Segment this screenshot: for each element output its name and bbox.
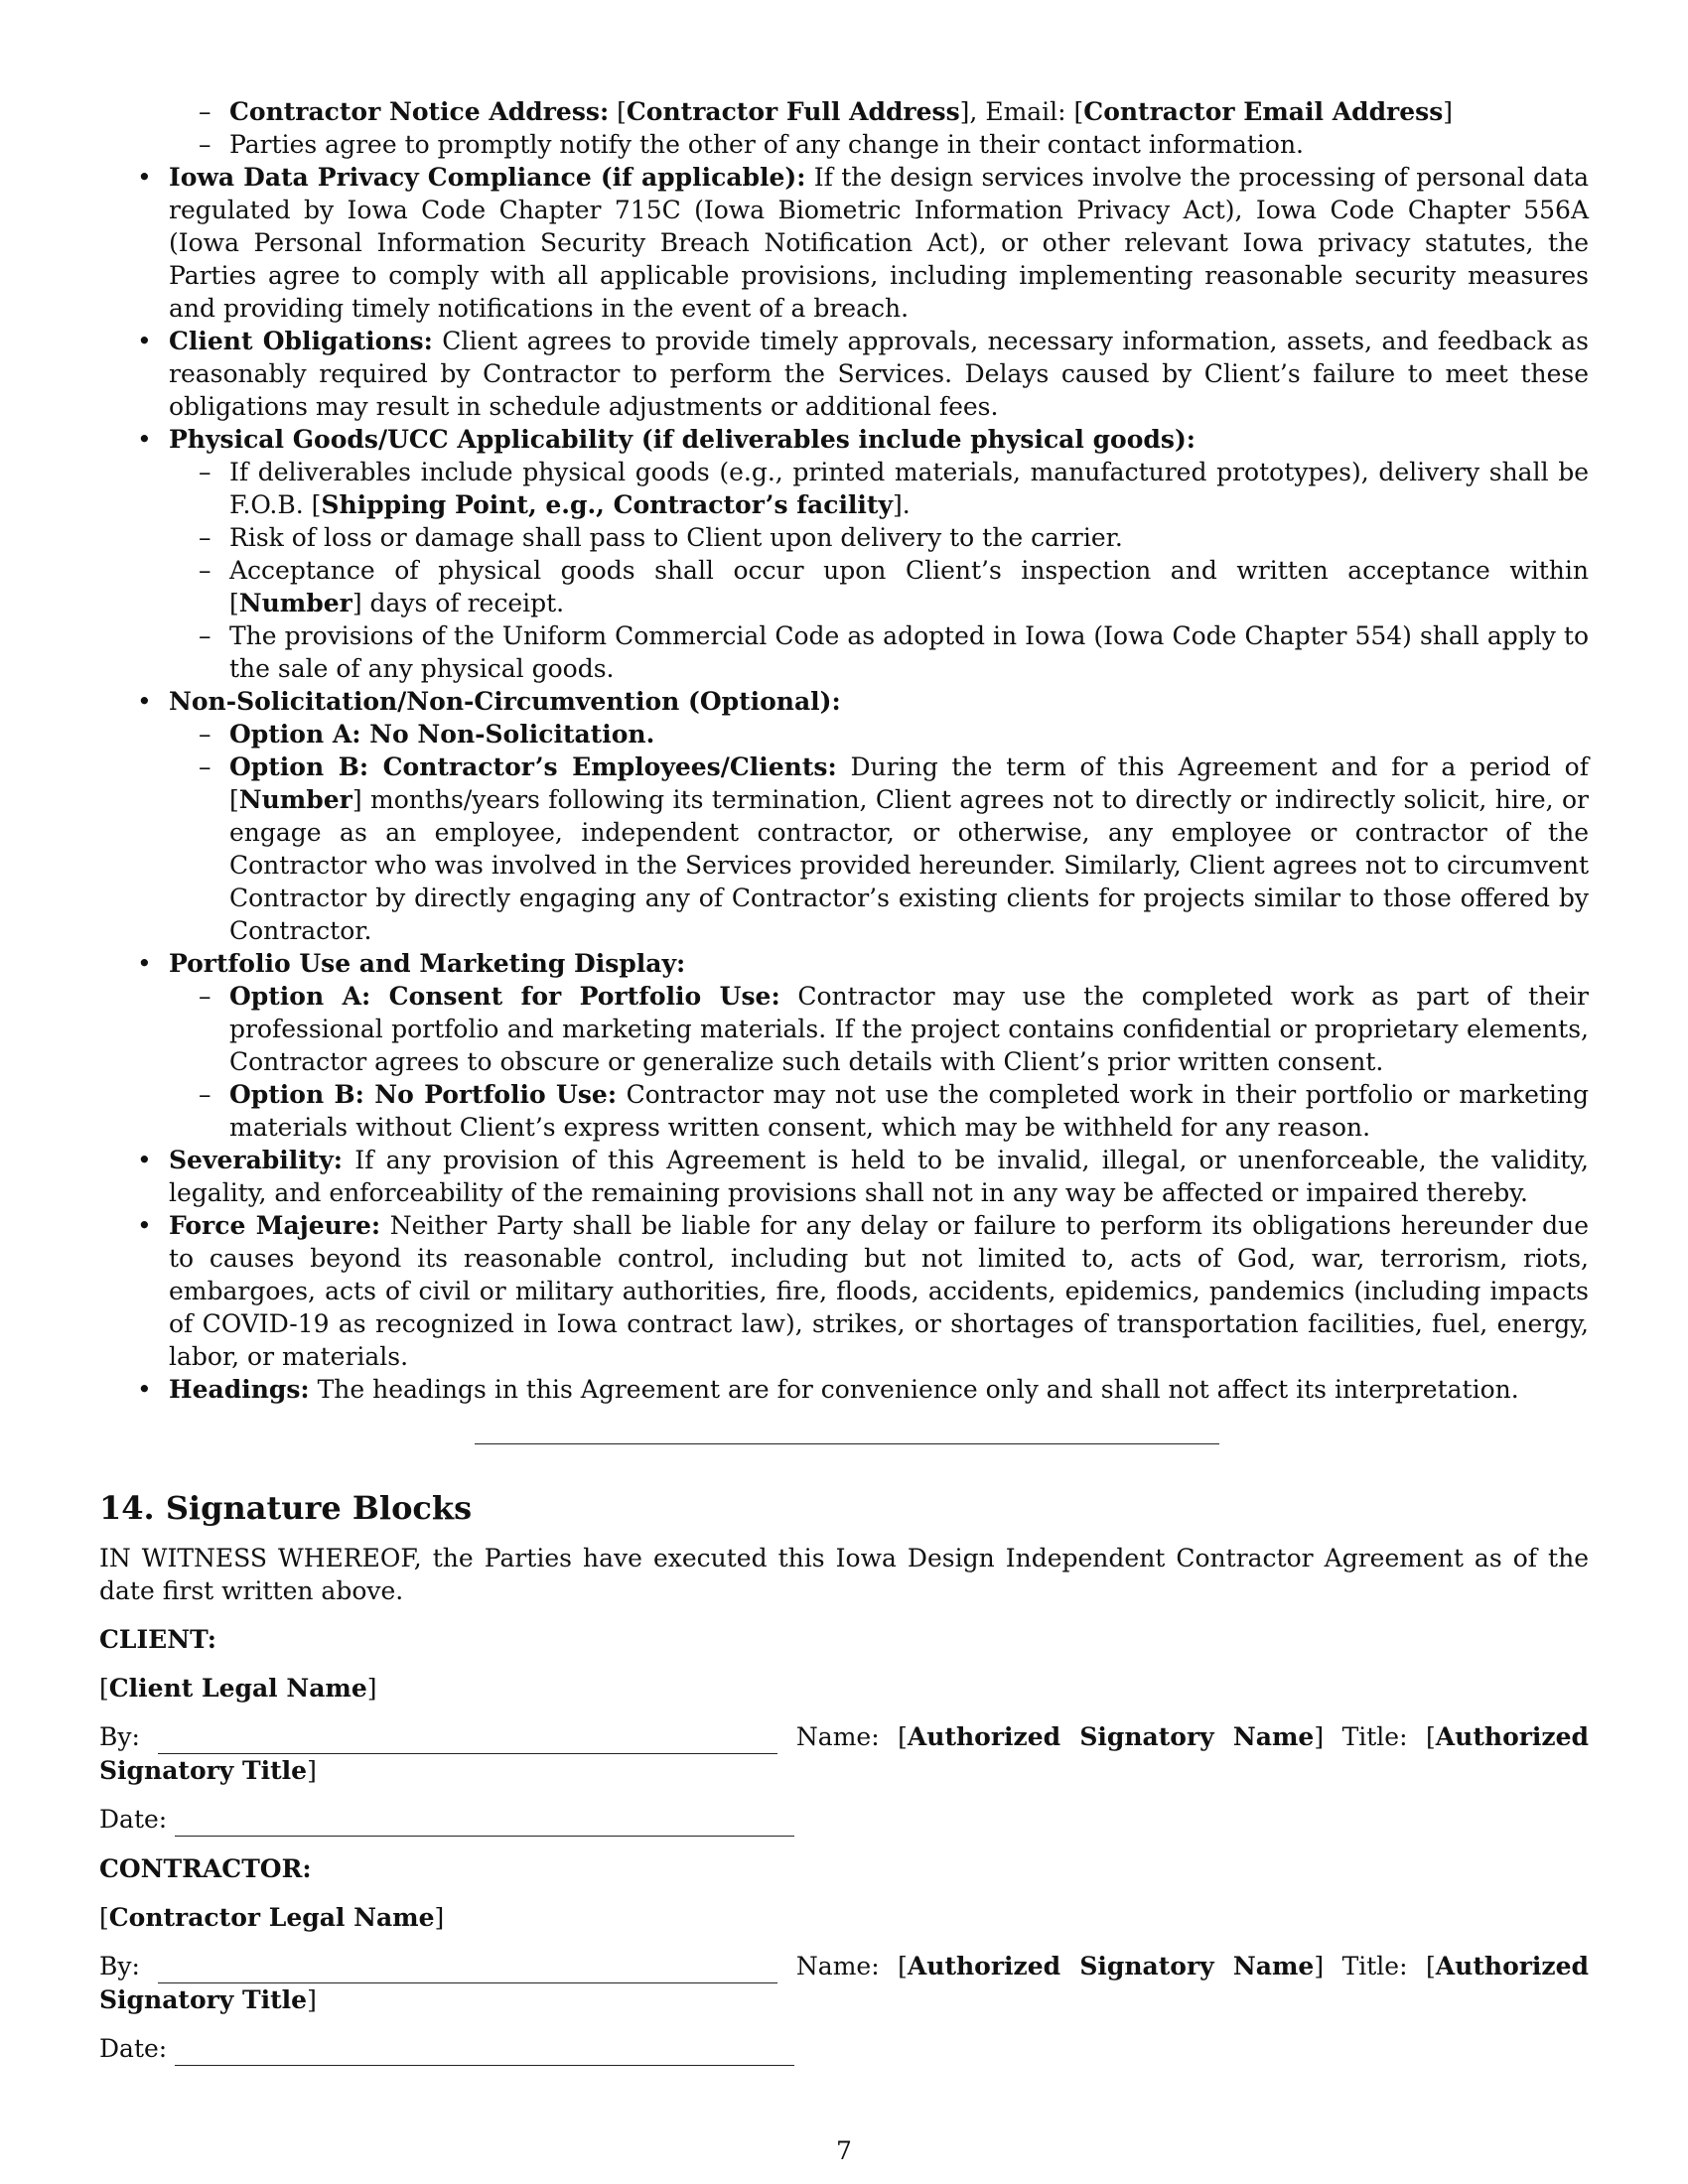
list-item: – The provisions of the Uniform Commercial Code as adopted in Iowa (Iowa Code Chapter 554) shall apply to the sale of any physical goods.: [169, 619, 1589, 685]
list-item: – Risk of loss or damage shall pass to Client upon delivery to the carrier.: [169, 521, 1589, 554]
list-item: – Option A: No Non-Solicitation.: [169, 718, 1589, 751]
document-page: [99, 95, 1589, 2066]
bullet-physical-goods: • Physical Goods/UCC Applicability (if deliverables include physical goods): – If deliverables include physical goods (e.g., printed materials, manufactured prototypes), delivery shall be F.O.B. [Shipping Point, e.g., Contractor’s facility]. – Risk of loss or damage shall pass to Client upon delivery to the carrier. – Acceptance of physical goods shall occur upon Client’s inspection and written acceptance within [Number] days of receipt. – The provisions of the Uniform Commercial Code as adopted in Iowa (Iowa Code Chapter 554) shall apply to the sale of any physical goods.: [99, 423, 1589, 685]
list-item: – Contractor Notice Address: [Contractor Full Address], Email: [Contractor Email Address]: [99, 95, 1589, 128]
bullet-non-solicitation: • Non-Solicitation/Non-Circumvention (Optional): – Option A: No Non-Solicitation. – Option B: Contractor’s Employees/Clients: During the term of this Agreement and for a period of [Number] months/years following its termination, Client agrees not to directly or indirectly solicit, hire, or engage as an employee, independent contractor, or otherwise, any employee or contractor of the Contractor who was involved in the Services provided hereunder. Similarly, Client agrees not to circumvent Contractor by directly engaging any of Contractor’s existing clients for projects similar to those offered by Contractor.: [99, 685, 1589, 947]
bullet-force-majeure: • Force Majeure: Neither Party shall be liable for any delay or failure to perform its obligations hereunder due to causes beyond its reasonable control, including but not limited to, acts of God, war, terrorism, riots, embargoes, acts of civil or military authorities, fire, floods, accidents, epidemics, pandemics (including impacts of COVID-19 as recognized in Iowa contract law), strikes, or shortages of transportation facilities, fuel, energy, labor, or materials.: [99, 1209, 1589, 1373]
client-heading: CLIENT:: [99, 1625, 217, 1654]
client-date-line: Date:: [99, 1803, 1589, 1837]
portfolio-sublist: [169, 980, 1589, 1144]
bullet-severability: • Severability: If any provision of this Agreement is held to be invalid, illegal, or unenforceable, the validity, legality, and enforceability of the remaining provisions shall not in any way be affected or impaired thereby.: [99, 1144, 1589, 1209]
list-item: – Parties agree to promptly notify the other of any change in their contact information.: [99, 128, 1589, 161]
contractor-signature-field[interactable]: [158, 1950, 777, 1983]
list-item: – Acceptance of physical goods shall occur upon Client’s inspection and written acceptance within [Number] days of receipt.: [169, 554, 1589, 619]
contractor-heading: CONTRACTOR:: [99, 1854, 312, 1883]
client-signature-line: By: Name: [Authorized Signatory Name] Title: [Authorized Signatory Title]: [99, 1722, 1589, 1785]
nonsolicit-sublist: [169, 718, 1589, 947]
clause-list: [99, 161, 1589, 1406]
list-item: – Option A: Consent for Portfolio Use: Contractor may use the completed work as part of their professional portfolio and marketing materials. If the project contains confidential or proprietary elements, Contractor agrees to obscure or generalize such details with Client’s prior written consent.: [169, 980, 1589, 1078]
list-item: – Option B: No Portfolio Use: Contractor may not use the completed work in their portfolio or marketing materials without Client’s express written consent, which may be withheld for any reason.: [169, 1078, 1589, 1144]
contractor-legal-name: [Contractor Legal Name]: [99, 1903, 445, 1932]
witness-paragraph: IN WITNESS WHEREOF, the Parties have executed this Iowa Design Independent Contractor Agreement as of the date first written above.: [99, 1544, 1589, 1605]
list-item: – If deliverables include physical goods (e.g., printed materials, manufactured prototypes), delivery shall be F.O.B. [Shipping Point, e.g., Contractor’s facility].: [169, 456, 1589, 521]
section-title: 14. Signature Blocks: [99, 1489, 473, 1527]
client-date-field[interactable]: [175, 1803, 794, 1837]
client-signature-field[interactable]: [158, 1720, 777, 1754]
page-number: 7: [836, 2136, 852, 2165]
contractor-signature-line: By: Name: [Authorized Signatory Name] Title: [Authorized Signatory Title]: [99, 1952, 1589, 2014]
goods-sublist: [169, 456, 1589, 685]
client-legal-name: [Client Legal Name]: [99, 1674, 377, 1703]
bullet-client-obligations: • Client Obligations: Client agrees to provide timely approvals, necessary information, assets, and feedback as reasonably required by Contractor to perform the Services. Delays caused by Client’s failure to meet these obligations may result in schedule adjustments or additional fees.: [99, 325, 1589, 423]
contractor-date-line: Date:: [99, 2032, 1589, 2066]
bullet-portfolio: • Portfolio Use and Marketing Display: – Option A: Consent for Portfolio Use: Contractor may use the completed work as part of their professional portfolio and marketing materials. If the project contains confidential or proprietary elements, Contractor agrees to obscure or generalize such details with Client’s prior written consent. – Option B: No Portfolio Use: Contractor may not use the completed work in their portfolio or marketing materials without Client’s express written consent, which may be withheld for any reason.: [99, 947, 1589, 1144]
contractor-date-field[interactable]: [175, 2032, 794, 2066]
notice-sublist: [99, 95, 1589, 161]
bullet-headings: • Headings: The headings in this Agreement are for convenience only and shall not affect its interpretation.: [99, 1373, 1589, 1406]
list-item: – Option B: Contractor’s Employees/Clients: During the term of this Agreement and for a period of [Number] months/years following its termination, Client agrees not to directly or indirectly solicit, hire, or engage as an employee, independent contractor, or otherwise, any employee or contractor of the Contractor who was involved in the Services provided hereunder. Similarly, Client agrees not to circumvent Contractor by directly engaging any of Contractor’s existing clients for projects similar to those offered by Contractor.: [169, 751, 1589, 947]
section-divider: [475, 1443, 1219, 1444]
bullet-privacy: • Iowa Data Privacy Compliance (if applicable): If the design services involve the processing of personal data regulated by Iowa Code Chapter 715C (Iowa Biometric Information Privacy Act), Iowa Code Chapter 556A (Iowa Personal Information Security Breach Notification Act), or other relevant Iowa privacy statutes, the Parties agree to comply with all applicable provisions, including implementing reasonable security measures and providing timely notifications in the event of a breach.: [99, 161, 1589, 325]
